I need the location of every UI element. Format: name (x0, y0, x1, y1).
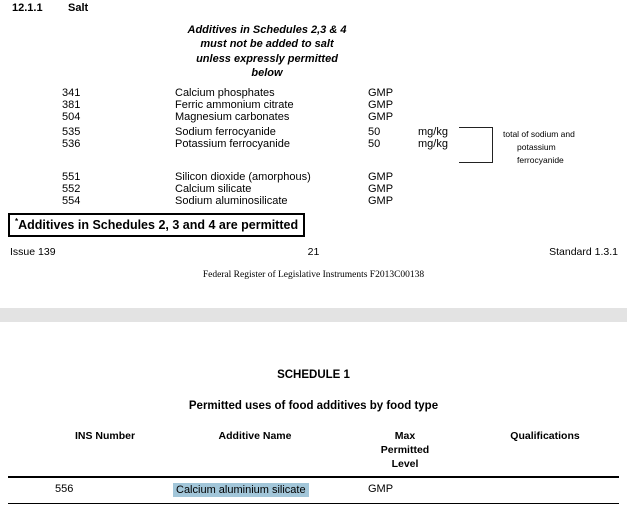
name-cell: Sodium ferrocyanide (175, 126, 276, 138)
notice-line: must not be added to salt (200, 38, 334, 51)
level-cell: GMP (368, 99, 394, 111)
note-line: potassium (517, 142, 556, 153)
name-cell: Calcium silicate (175, 183, 252, 195)
note-line: ferrocyanide (517, 155, 564, 166)
schedule-restriction-notice (150, 23, 384, 80)
name-cell: Potassium ferrocyanide (175, 138, 290, 150)
name-cell: Ferric ammonium citrate (175, 99, 294, 111)
column-header-qualifications: Qualifications (510, 430, 580, 442)
name-cell: Silicon dioxide (amorphous) (175, 171, 311, 183)
ins-cell: 341 (62, 87, 81, 99)
section-title: Salt (68, 2, 89, 14)
table-header-rule (8, 476, 619, 478)
schedule-title: SCHEDULE 1 (277, 369, 350, 381)
ins-cell: 552 (62, 183, 81, 195)
ins-cell: 551 (62, 171, 81, 183)
ins-cell: 504 (62, 111, 81, 123)
column-header-max-permitted-level (365, 429, 445, 471)
column-header-additive-name: Additive Name (218, 430, 292, 442)
notice-line: below (251, 66, 283, 79)
table-row (0, 483, 627, 497)
column-header-ins-number: INS Number (74, 430, 136, 442)
notice-line: Additives in Schedules 2,3 & 4 (187, 24, 347, 36)
name-cell: Calcium phosphates (175, 87, 275, 99)
level-cell: GMP (368, 111, 394, 123)
federal-register-line: Federal Register of Legislative Instruments F2013C00138 (202, 270, 425, 280)
name-cell: Sodium aluminosilicate (175, 195, 288, 207)
header-line: Permitted (380, 444, 430, 456)
footer-page-number: 21 (307, 246, 320, 258)
level-cell: 50 (368, 126, 381, 138)
ferrocyanide-group-bracket (459, 127, 493, 163)
additive-row (0, 99, 627, 111)
note-line: total of sodium and (503, 129, 575, 139)
level-cell: GMP (368, 183, 394, 195)
boxed-note-text: Additives in Schedules 2, 3 and 4 are permitted (18, 218, 299, 233)
name-cell-text-selection[interactable]: Calcium aluminium silicate (173, 483, 309, 497)
ins-cell: 381 (62, 99, 81, 111)
header-line: Max (394, 430, 416, 442)
boxed-permission-note (8, 213, 305, 237)
level-cell: GMP (368, 171, 394, 183)
ferrocyanide-group-note (503, 128, 603, 168)
ins-cell: 554 (62, 195, 81, 207)
ins-cell: 556 (55, 483, 74, 495)
footer-issue: Issue 139 (10, 246, 56, 258)
additive-row (0, 171, 627, 183)
asterisk-marker: * (15, 217, 19, 226)
level-cell: GMP (368, 195, 394, 207)
table-row-rule (8, 503, 619, 504)
ins-cell: 536 (62, 138, 81, 150)
unit-cell: mg/kg (418, 138, 448, 150)
section-number: 12.1.1 (12, 2, 43, 14)
footer-standard: Standard 1.3.1 (549, 246, 618, 258)
page-separator (0, 308, 627, 322)
additive-row (0, 183, 627, 195)
ins-cell: 535 (62, 126, 81, 138)
additive-row (0, 195, 627, 207)
name-cell: Magnesium carbonates (175, 111, 290, 123)
level-cell: GMP (368, 87, 394, 99)
schedule-subtitle: Permitted uses of food additives by food type (188, 400, 439, 412)
level-cell: 50 (368, 138, 381, 150)
level-cell: GMP (368, 483, 394, 495)
additive-row (0, 111, 627, 123)
unit-cell: mg/kg (418, 126, 448, 138)
header-line: Level (391, 458, 419, 470)
additive-row (0, 87, 627, 99)
notice-line: unless expressly permitted (196, 52, 338, 65)
